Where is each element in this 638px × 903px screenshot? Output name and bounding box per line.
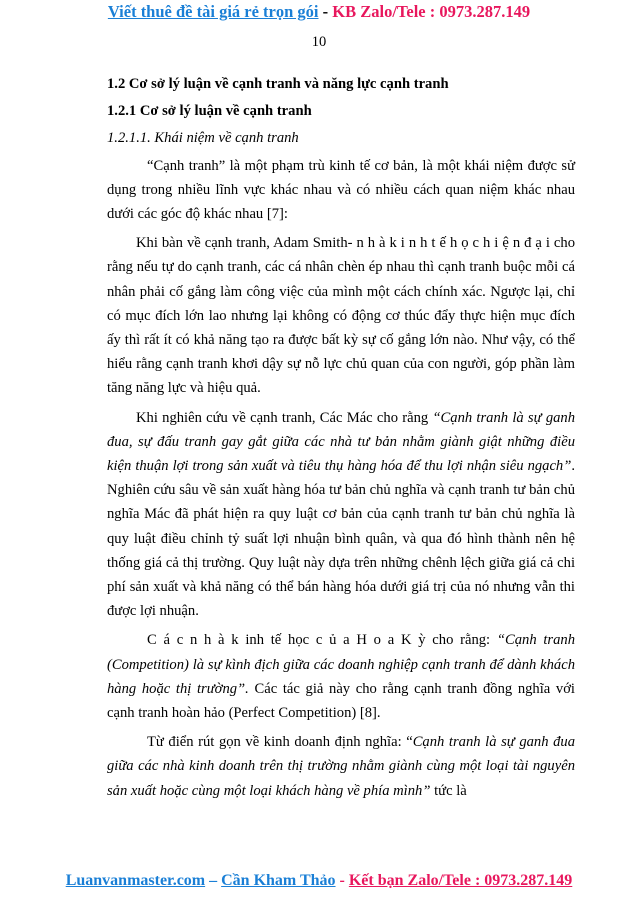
paragraph-3-rest: . Nghiên cứu sâu về sản xuất hàng hóa tư bản chủ nghĩa và cạnh tranh tư bản chủ nghĩa Mác đã phát hiện ra quy luật cơ bản của cạnh tranh tư bản chủ nghĩa là quy luật điều chỉnh tỷ suất lợi nhuận bình quân, và qua đó hình thành nên hệ thống giá cả thị trường. Quy luật này dựa trên những chênh lệch giữa giá cả chi phí sản xuất và khả năng có thể bán hàng hóa dưới giá trị của nó nhưng vẫn thi được lợi nhuận. — [107, 458, 575, 620]
paragraph-2: Khi bàn về cạnh tranh, Adam Smith- n h à k i n h t ế h ọ c h i ệ n đ ạ i cho rằng nếu tự do cạnh tranh, các cá nhân chèn ép nhau thì cạnh tranh buộc mỗi cá nhân phải cố gắng làm công việc của mình một cách chính xác. Ngược lại, chỉ có mục đích lớn lao nhưng lại không có động cơ thúc đẩy thực hiện mục đích ấy thì rất ít có khả năng tạo ra được bất kỳ sự cố gắng lớn nào. Như vậy, có thể hiểu rằng cạnh tranh khơi dậy sự nỗ lực chủ quan của con người, góp phần làm tăng năng lực và hiệu quả. — [107, 235, 575, 397]
footer-contact-link[interactable]: Kết bạn Zalo/Tele : 0973.287.149 — [348, 872, 573, 889]
subsubsection-heading: 1.2.1.1. Khái niệm về cạnh tranh — [107, 130, 299, 147]
document-body — [107, 72, 575, 803]
paragraph-5-lead: Từ điển rút gọn về kinh doanh định nghĩa: “ — [147, 734, 413, 751]
page-number: 10 — [311, 34, 327, 50]
header-contact: KB Zalo/Tele : 0973.287.149 — [332, 2, 531, 21]
paragraph-3 — [107, 406, 575, 624]
paragraph-5 — [107, 730, 575, 803]
footer-dash: – — [205, 872, 222, 889]
paragraph-4-lead: C á c n h à k inh tế học c ủ a H o a K ỳ cho rằng: — [147, 632, 497, 649]
dictionary-quote: Cạnh tranh là sự ganh đua giữa các nhà kinh doanh trên thị trường nhằm giành cùng một loại tài nguyên sản xuất hoặc cùng một loại khách hàng về phía mình” — [107, 734, 575, 799]
paragraph-4 — [107, 628, 575, 725]
us-economists-quote: “Cạnh tranh (Competition) là sự kình địch giữa các doanh nghiệp cạnh tranh để dành khách hàng hoặc thị trường”. — [107, 632, 575, 697]
subsection-heading: 1.2.1 Cơ sở lý luận về cạnh tranh — [107, 103, 312, 120]
paragraph-1: “Cạnh tranh” là một phạm trù kinh tế cơ bản, là một khái niệm được sử dụng trong nhiều lĩnh vực khác nhau và có nhiều cách quan niệm khác nhau dưới các góc độ khác nhau [7]: — [107, 157, 575, 223]
paragraph-5-rest: tức là — [430, 782, 467, 799]
section-heading: 1.2 Cơ sở lý luận về cạnh tranh và năng lực cạnh tranh — [107, 76, 449, 92]
header-separator: - — [318, 2, 333, 21]
paragraph-4-rest: Các tác giả này cho rằng cạnh tranh đồng nghĩa với cạnh tranh hoàn hảo (Perfect Competition) [8]. — [107, 680, 575, 722]
footer-author-link[interactable]: Cần Kham Thảo — [221, 872, 336, 889]
footer-site-link[interactable]: Luanvanmaster.com — [65, 872, 206, 889]
paragraph-3-lead: Khi nghiên cứu về cạnh tranh, Các Mác cho rằng — [136, 409, 433, 426]
header-service-link[interactable]: Viết thuê đề tài giá rẻ trọn gói — [107, 2, 319, 21]
page-footer — [0, 872, 638, 890]
page-header — [0, 2, 638, 22]
marx-quote: “Cạnh tranh là sự ganh đua, sự đấu tranh gay gắt giữa các nhà tư bản nhằm giành giật những điều kiện thuận lợi trong sản xuất và tiêu thụ hàng hóa để thu lợi nhận siêu ngạch” — [107, 409, 576, 475]
footer-dash-2: - — [335, 872, 349, 889]
